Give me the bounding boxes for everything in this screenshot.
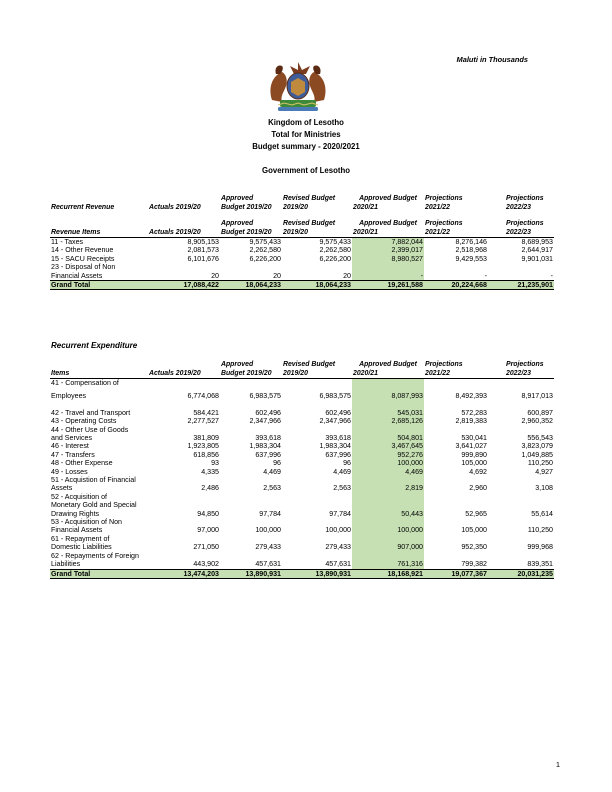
row-value <box>148 400 220 408</box>
row-value: 504,801 <box>352 434 424 442</box>
currency-note: Maluti in Thousands <box>456 55 528 64</box>
header-cell <box>148 360 220 369</box>
row-value: 952,276 <box>352 451 424 459</box>
row-value: 4,335 <box>201 467 219 476</box>
row-value: - <box>352 272 424 281</box>
row-value: 97,000 <box>197 526 219 535</box>
row-value: 100,000 <box>352 526 424 534</box>
header-projections-bottom: 2022/23 <box>488 369 554 379</box>
grand-total-value: 18,064,233 <box>220 281 282 290</box>
row-value <box>488 552 554 560</box>
header-projections-bottom: 2022/23 <box>506 204 531 211</box>
row-value: 9,575,433 <box>249 238 281 246</box>
row-label: 49 - Losses <box>51 467 88 476</box>
row-value <box>424 501 488 509</box>
row-value <box>352 501 424 509</box>
row-value: 2,960 <box>469 484 487 493</box>
row-value: 1,923,805 <box>187 442 219 451</box>
row-value: 4,692 <box>469 467 487 476</box>
row-value: 999,890 <box>461 450 487 459</box>
row-value: 100,000 <box>352 459 424 467</box>
row-value: 97,784 <box>259 509 281 518</box>
row-value: 9,901,031 <box>521 254 553 263</box>
header-revised-top: Revised Budget <box>283 361 336 368</box>
row-value <box>282 493 352 501</box>
header-approved-2020-bottom: 2020/21 <box>352 228 424 238</box>
grand-total-row <box>50 281 554 290</box>
row-value: 279,433 <box>255 543 281 552</box>
header-actuals: Actuals 2019/20 <box>148 228 220 238</box>
row-value <box>282 476 352 484</box>
row-value: 637,996 <box>255 450 281 459</box>
row-value <box>352 426 424 434</box>
row-value: 4,927 <box>535 467 553 476</box>
row-value <box>220 379 282 388</box>
row-value: 600,897 <box>527 408 553 417</box>
row-label: 52 - Acquisition of <box>51 492 107 501</box>
row-label: 23 - Disposal of Non <box>51 263 116 272</box>
row-value: 2,685,126 <box>352 417 424 425</box>
header-projections-top: Projections <box>425 195 463 202</box>
row-value: 2,486 <box>201 484 219 493</box>
row-value <box>220 400 282 408</box>
row-label: Employees <box>51 392 87 400</box>
row-label: Financial Assets <box>51 271 103 280</box>
row-value: 3,108 <box>535 484 553 493</box>
row-value: 2,563 <box>333 484 351 493</box>
grand-total-value: 20,224,668 <box>424 281 488 290</box>
row-value <box>282 518 352 526</box>
header-cell <box>50 360 148 369</box>
row-value <box>148 552 220 560</box>
row-label: 62 - Repayments of Foreign <box>51 551 139 560</box>
table-row <box>50 484 554 492</box>
row-value: 761,316 <box>352 560 424 569</box>
row-value: 6,226,200 <box>249 254 281 263</box>
row-value: 3,641,027 <box>455 442 487 451</box>
row-value <box>488 493 554 501</box>
table-row <box>50 417 554 425</box>
row-value: 6,983,575 <box>319 392 351 400</box>
row-label: 14 - Other Revenue <box>51 246 114 255</box>
header-projections-top: Projections <box>425 361 463 368</box>
grand-total-label: Grand Total <box>50 569 148 578</box>
grand-total-value: 19,077,367 <box>424 569 488 578</box>
table-row <box>50 426 554 434</box>
row-value <box>352 263 424 271</box>
row-label: 42 - Travel and Transport <box>51 408 131 417</box>
row-value <box>282 400 352 408</box>
row-value: 2,819 <box>352 484 424 492</box>
row-value <box>148 476 220 484</box>
row-label: Assets <box>51 484 73 493</box>
row-value: 2,347,966 <box>249 417 281 426</box>
header-projections-top: Projections <box>506 220 544 227</box>
row-value: 4,469 <box>263 467 281 476</box>
row-value <box>148 535 220 543</box>
row-value <box>352 400 424 408</box>
row-value: - <box>550 271 553 280</box>
row-value: 381,809 <box>193 434 219 443</box>
row-value: 393,618 <box>255 434 281 443</box>
row-value: 94,850 <box>197 509 219 518</box>
header-revised-bottom: 2019/20 <box>282 228 352 238</box>
row-label: Drawing Rights <box>51 509 100 518</box>
spacer-row <box>50 212 554 219</box>
title-government: Government of Lesotho <box>262 166 350 175</box>
header-revised-bottom: 2019/20 <box>282 369 352 379</box>
row-label: 43 - Operating Costs <box>51 417 117 426</box>
header-revised-top: Revised Budget <box>283 195 336 202</box>
row-value: 2,347,966 <box>319 417 351 426</box>
row-value: 3,823,079 <box>521 442 553 451</box>
row-value <box>352 493 424 501</box>
table-row <box>50 238 554 247</box>
row-value: 2,081,573 <box>187 246 219 255</box>
row-value: 8,689,953 <box>521 238 553 246</box>
header-cell <box>148 219 220 228</box>
row-value <box>424 379 488 388</box>
row-value <box>220 552 282 560</box>
header-projections-bottom: 2021/22 <box>424 228 488 238</box>
header-approved-top: Approved <box>221 220 254 227</box>
grand-total-value: 21,235,901 <box>488 281 554 290</box>
row-value <box>220 476 282 484</box>
row-value: 8,917,013 <box>521 392 553 400</box>
row-value: 100,000 <box>255 526 281 535</box>
row-value: 393,618 <box>325 434 351 443</box>
row-value <box>424 493 488 501</box>
row-value <box>282 501 352 509</box>
header-row <box>50 369 554 379</box>
row-label: 53 - Acquisition of Non <box>51 518 122 527</box>
row-value: 7,882,044 <box>352 238 424 247</box>
row-value <box>148 493 220 501</box>
row-value: 279,433 <box>325 543 351 552</box>
row-value <box>148 518 220 526</box>
row-value <box>220 535 282 543</box>
row-value: 4,469 <box>333 467 351 476</box>
row-value: 20 <box>211 271 219 280</box>
title-scope: Total for Ministries <box>271 130 341 139</box>
row-label: 15 - SACU Receipts <box>51 254 115 263</box>
row-value: 50,443 <box>352 510 424 518</box>
row-value <box>424 552 488 560</box>
row-value: 93 <box>211 459 219 468</box>
revenue-table <box>50 194 554 290</box>
grand-total-label: Grand Total <box>50 281 148 290</box>
row-value: 952,350 <box>461 543 487 552</box>
header-items: Items <box>50 369 148 379</box>
row-value: 20 <box>343 271 351 280</box>
header-revenue-items: Revenue Items <box>50 228 148 238</box>
header-approved-bottom: Budget 2019/20 <box>220 228 282 238</box>
row-value: 2,262,580 <box>249 246 281 255</box>
row-value: 96 <box>273 459 281 468</box>
row-label: Financial Assets <box>51 526 103 535</box>
title-budget-year: Budget summary - 2020/2021 <box>252 142 360 151</box>
table-row <box>50 387 554 400</box>
row-value: 457,631 <box>255 560 281 569</box>
row-value: 3,467,645 <box>352 442 424 450</box>
table-row <box>50 379 554 388</box>
table-row <box>50 434 554 442</box>
row-value <box>424 535 488 543</box>
row-value <box>282 535 352 543</box>
row-value: 9,575,433 <box>319 238 351 246</box>
row-value: 6,983,575 <box>249 392 281 400</box>
title-country: Kingdom of Lesotho <box>268 118 344 127</box>
header-projections-top: Projections <box>506 361 544 368</box>
grand-total-value: 20,031,235 <box>488 569 554 578</box>
row-value: 999,968 <box>527 543 553 552</box>
header-approved-2020-top: Approved Budget <box>359 361 417 368</box>
row-value: 96 <box>343 459 351 468</box>
page-number: 1 <box>555 760 560 769</box>
header-approved-top: Approved <box>221 195 254 202</box>
row-value: 2,563 <box>263 484 281 493</box>
row-value: 1,983,304 <box>249 442 281 451</box>
row-value: 2,518,968 <box>455 246 487 255</box>
row-label: Domestic Liabilities <box>51 543 112 552</box>
row-value: 6,774,068 <box>187 392 219 400</box>
row-value <box>148 379 220 388</box>
row-value <box>424 400 488 408</box>
table-row <box>50 518 554 526</box>
header-approved-top: Approved <box>221 361 254 368</box>
row-value: 457,631 <box>325 560 351 569</box>
revenue-section-title: Recurrent Revenue <box>51 204 115 211</box>
row-value <box>220 501 282 509</box>
row-value: 2,277,527 <box>187 417 219 426</box>
table-row <box>50 459 554 467</box>
row-label: 44 - Other Use of Goods <box>51 425 129 434</box>
table-row <box>50 409 554 417</box>
expenditure-section-title: Recurrent Expenditure <box>51 341 138 350</box>
table-row <box>50 535 554 543</box>
header-revised-bottom: 2019/20 <box>283 204 308 211</box>
row-value <box>488 379 554 388</box>
header-cell <box>148 194 220 203</box>
row-value: 6,226,200 <box>319 254 351 263</box>
header-row <box>50 194 554 203</box>
row-value <box>282 379 352 388</box>
row-value <box>424 518 488 526</box>
header-projections-top: Projections <box>506 195 544 202</box>
row-value <box>424 476 488 484</box>
header-actuals: Actuals 2019/20 <box>148 369 220 379</box>
row-value <box>488 518 554 526</box>
table-row <box>50 263 554 271</box>
row-value: 602,496 <box>255 408 281 417</box>
table-row <box>50 468 554 476</box>
row-value: 8,980,527 <box>352 255 424 263</box>
table-row <box>50 442 554 450</box>
row-value: 8,905,153 <box>187 238 219 246</box>
row-value <box>488 426 554 434</box>
row-value: 100,000 <box>325 526 351 535</box>
row-label <box>50 400 148 408</box>
row-value: 637,996 <box>325 450 351 459</box>
table-row <box>50 246 554 254</box>
row-value <box>488 263 554 271</box>
row-value: 4,469 <box>352 468 424 476</box>
row-value: 572,283 <box>461 408 487 417</box>
row-value: 8,087,993 <box>352 387 424 400</box>
row-value: 9,429,553 <box>455 254 487 263</box>
row-value <box>352 552 424 560</box>
row-value: 2,644,917 <box>521 246 553 255</box>
row-label: Liabilities <box>51 560 81 569</box>
table-row <box>50 560 554 569</box>
row-value <box>148 426 220 434</box>
row-value <box>488 501 554 509</box>
row-label: 51 - Acquistion of Financial <box>51 476 136 485</box>
header-approved-bottom: Budget 2019/20 <box>220 369 282 379</box>
table-row <box>50 493 554 501</box>
header-row <box>50 203 554 212</box>
row-value: 271,050 <box>193 543 219 552</box>
row-value: 20 <box>273 271 281 280</box>
row-label: 11 - Taxes <box>51 238 84 246</box>
row-value: 556,543 <box>527 434 553 443</box>
row-value: 1,983,304 <box>319 442 351 451</box>
header-revised-top: Revised Budget <box>283 220 336 227</box>
row-value <box>220 263 282 271</box>
row-value: 907,000 <box>352 543 424 551</box>
header-projections-bottom: 2021/22 <box>424 369 488 379</box>
row-value <box>424 426 488 434</box>
table-row <box>50 501 554 509</box>
row-value <box>220 493 282 501</box>
row-value: 105,000 <box>461 526 487 535</box>
row-value <box>424 263 488 271</box>
row-value: 8,276,146 <box>455 238 487 246</box>
row-value <box>352 535 424 543</box>
table-row <box>50 272 554 281</box>
header-row <box>50 219 554 228</box>
table-row <box>50 255 554 263</box>
row-value: 839,351 <box>527 560 553 569</box>
row-value: 799,382 <box>461 560 487 569</box>
row-value: 52,965 <box>465 509 487 518</box>
expenditure-table <box>50 360 554 579</box>
grand-total-value: 13,890,931 <box>220 569 282 578</box>
row-value: 55,614 <box>531 509 553 518</box>
row-value: 584,421 <box>193 408 219 417</box>
header-approved-2020-bottom: 2020/21 <box>352 369 424 379</box>
row-value <box>282 263 352 271</box>
row-label: 47 - Transfers <box>51 450 95 459</box>
grand-total-value: 18,064,233 <box>282 281 352 290</box>
row-value: 2,262,580 <box>319 246 351 255</box>
row-value <box>282 552 352 560</box>
header-approved-2020-top: Approved Budget <box>359 220 417 227</box>
header-cell <box>50 194 148 203</box>
table-row <box>50 451 554 459</box>
grand-total-value: 13,890,931 <box>282 569 352 578</box>
header-row <box>50 360 554 369</box>
row-value: 1,049,885 <box>521 450 553 459</box>
header-projections-bottom: 2021/22 <box>425 204 450 211</box>
header-projections-top: Projections <box>425 220 463 227</box>
row-value: 110,250 <box>527 459 553 468</box>
row-value: 443,902 <box>193 560 219 569</box>
header-cell <box>50 219 148 228</box>
row-value: 8,492,393 <box>455 392 487 400</box>
row-value <box>352 518 424 526</box>
row-label: Monetary Gold and Special <box>51 501 137 510</box>
header-approved-2020-top: Approved Budget <box>359 195 417 202</box>
table-row <box>50 552 554 560</box>
header-projections-bottom: 2022/23 <box>488 228 554 238</box>
row-label: 61 - Repayment of <box>51 534 110 543</box>
row-label: and Services <box>51 434 93 443</box>
row-value: 602,496 <box>325 408 351 417</box>
header-approved-bottom: Budget 2019/20 <box>221 204 272 211</box>
grand-total-value: 19,261,588 <box>352 281 424 290</box>
row-value: 2,960,352 <box>521 417 553 426</box>
row-label: 48 - Other Expense <box>51 459 113 468</box>
row-value: 105,000 <box>461 459 487 468</box>
row-value: 110,250 <box>527 526 553 535</box>
row-value: 545,031 <box>352 409 424 417</box>
row-value <box>220 426 282 434</box>
row-value <box>352 379 424 388</box>
row-value <box>282 426 352 434</box>
coat-of-arms-icon <box>258 58 338 114</box>
table-row <box>50 400 554 408</box>
header-row <box>50 228 554 238</box>
row-value <box>220 518 282 526</box>
row-value <box>352 476 424 484</box>
grand-total-value: 13,474,203 <box>148 569 220 578</box>
row-value: 97,784 <box>329 509 351 518</box>
row-value: - <box>484 271 487 280</box>
row-value: 6,101,676 <box>187 254 219 263</box>
table-row <box>50 543 554 551</box>
header-approved-2020-bottom: 2020/21 <box>353 204 378 211</box>
header-actuals: Actuals 2019/20 <box>149 204 201 211</box>
row-value: 2,819,383 <box>455 417 487 426</box>
row-value <box>148 263 220 271</box>
row-label: 46 - Interest <box>51 442 89 451</box>
grand-total-value: 18,168,921 <box>352 569 424 578</box>
table-row <box>50 510 554 518</box>
spacer <box>50 212 554 219</box>
row-value <box>488 535 554 543</box>
row-value <box>488 476 554 484</box>
row-value: 2,399,017 <box>352 246 424 254</box>
row-value <box>488 400 554 408</box>
table-row <box>50 526 554 534</box>
grand-total-value: 17,088,422 <box>148 281 220 290</box>
table-row <box>50 476 554 484</box>
row-value <box>148 501 220 509</box>
row-label: 41 - Compensation of <box>51 379 119 387</box>
grand-total-row <box>50 569 554 578</box>
row-value: 530,041 <box>461 434 487 443</box>
row-value: 618,856 <box>193 450 219 459</box>
